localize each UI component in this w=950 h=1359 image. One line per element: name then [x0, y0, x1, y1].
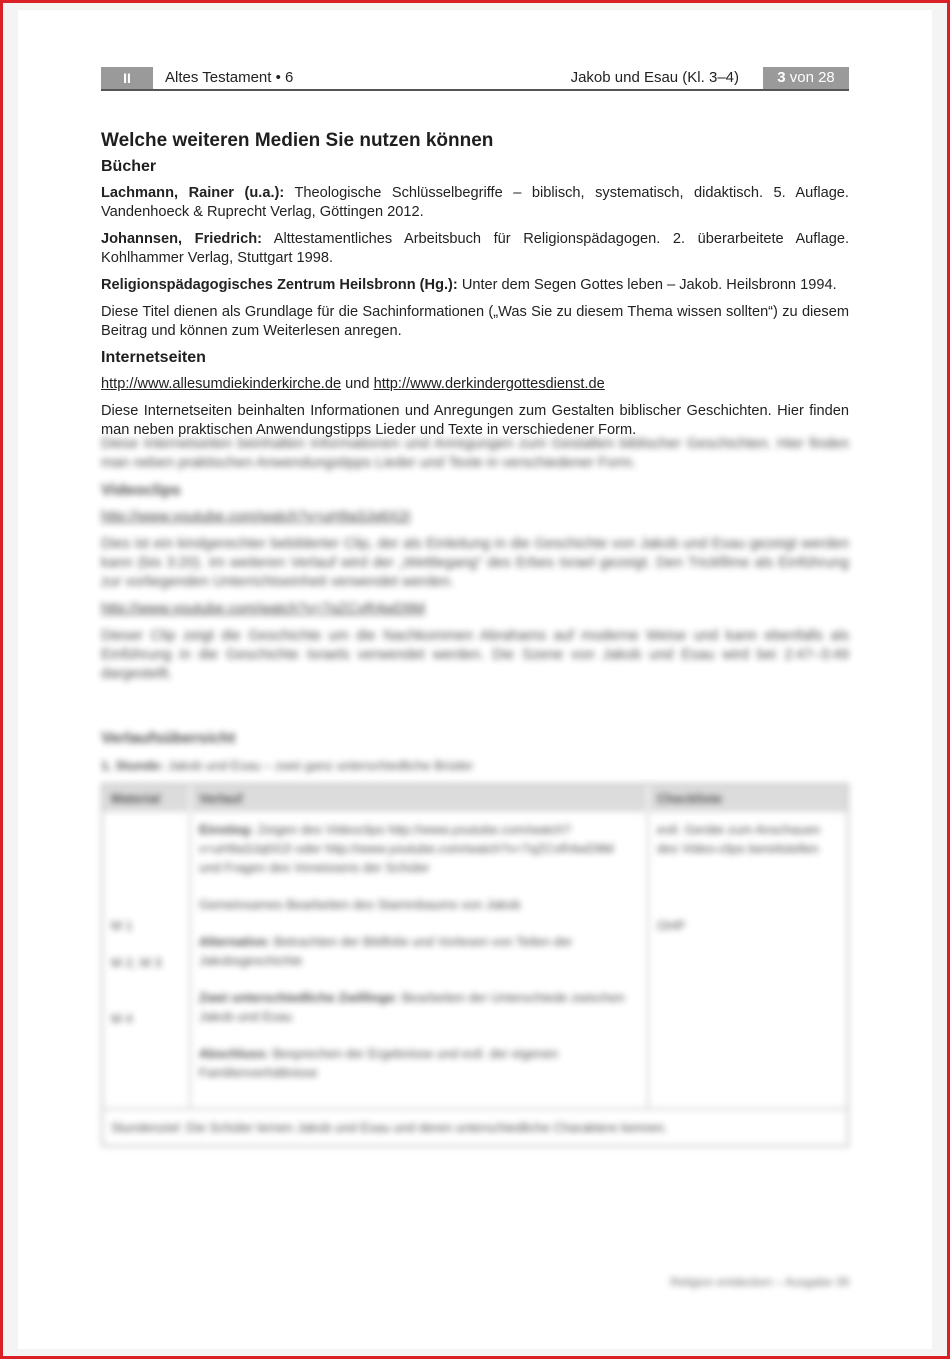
checklist-item: OHP: [657, 918, 686, 933]
web-heading: Internetseiten: [101, 349, 206, 366]
plan-footer: Stundenziel: Die Schüler lernen Jakob und Esau und deren unterschiedliche Charaktere kennen.: [103, 1108, 847, 1145]
book-author: Johannsen, Friedrich:: [101, 231, 262, 247]
verlauf-step: [199, 820, 639, 877]
video-link-2-anchor[interactable]: http://www.youtube.com/watch?v=7qZCvR4wD9M: [101, 601, 426, 617]
step-label: Zwei unterschiedliche Zwillinge:: [199, 990, 399, 1005]
video-link-1: [101, 508, 849, 527]
books-note: Diese Titel dienen als Grundlage für die Sachinformationen („Was Sie zu diesem Thema wissen sollten“) zu diesem Beitrag und können zum Weiterlesen anregen.: [101, 304, 849, 339]
web-links: [101, 375, 849, 394]
page-footer: Religion entdecken – Ausgabe 39: [670, 1275, 849, 1289]
step-label: Alternative:: [199, 934, 271, 949]
plan-stunde: [101, 756, 849, 775]
plan-header-row: [103, 785, 847, 812]
video-link-2: [101, 600, 849, 619]
step-text: Betrachten der Bildfolie und Vorlesen von Teilen der Jakobsgeschichte: [199, 934, 573, 968]
step-text: Zeigen des Videoclips http://www.youtube.com/watch?v=uH9a3Jq6X2I oder http://www.youtube.com/watch?v=7qZCvR4wD9M und Fragen des Vorwissens der Schüler: [199, 822, 614, 875]
main-content: [101, 130, 849, 448]
verlauf-step: [199, 988, 639, 1026]
web-link-2[interactable]: http://www.derkindergottesdienst.de: [373, 376, 605, 392]
web-description-blurred: [101, 436, 849, 473]
videos-section: [101, 482, 849, 692]
book-entry: [101, 184, 849, 222]
plan-section: [101, 730, 849, 1147]
col-checkliste: Checkliste: [649, 785, 847, 812]
step-text: Gemeinsames Bearbeiten des Stammbaums von Jakob: [199, 897, 521, 912]
page-header: [101, 67, 849, 91]
video-desc-1: Dies ist ein kindgerechter bebilderter Clip, der als Einleitung in die Geschichte von Jakob und Esau gezeigt werden kann (bis 3:20). Im weiteren Verlauf wird der „Wettlegang“ des Erbes Israel gezeigt. Den Trickfilme als Einführung zur vorliegenden Unterrichtseinheit verwendet werden.: [101, 536, 849, 590]
verlauf-step: [199, 895, 639, 914]
header-topic: Jakob und Esau (Kl. 3–4): [570, 69, 739, 86]
plan-footer-row: [103, 1108, 847, 1145]
plan-body-row: [103, 812, 847, 1108]
web-description-line2: Diese Internetseiten beinhalten Informationen und Anregungen zum Gestalten biblischer Geschichten. Hier finden man neben praktischen Anwendungstipps Lieder und Texte in verschiedener Form.: [101, 436, 849, 471]
book-entry: [101, 276, 849, 295]
material-item: M 2, M 3: [111, 955, 162, 970]
video-link-1-anchor[interactable]: http://www.youtube.com/watch?v=uH9a3Jq6X2I: [101, 509, 411, 525]
video-desc-2: Dieser Clip zeigt die Geschichte um die Nachkommen Abrahams auf moderne Weise und kann ebenfalls als Einführung in die Geschichte Israels verwendet werden. Die Szene von Jakob und Esau wird bei 2:47–3:49 dargestellt.: [101, 628, 849, 682]
page-total: von 28: [785, 69, 835, 86]
step-label: Abschluss:: [199, 1046, 270, 1061]
book-text: Alttestamentliches Arbeitsbuch für Religionspädagogen. 2. überarbeitete Auflage. Kohlhammer Verlag, Stuttgart 1998.: [101, 231, 850, 266]
book-author: Lachmann, Rainer (u.a.):: [101, 185, 285, 201]
step-label: Einstieg:: [199, 822, 254, 837]
section-badge: II: [101, 67, 153, 89]
page-indicator: [763, 67, 849, 89]
page-number: 3: [777, 69, 786, 86]
material-cell: [103, 812, 191, 1108]
header-series: Altes Testament • 6: [165, 69, 294, 86]
page-title: Welche weiteren Medien Sie nutzen können: [101, 130, 494, 151]
checkliste-cell: [649, 812, 847, 1108]
videos-heading: Videoclips: [101, 482, 181, 499]
web-description-text: Diese Internetseiten beinhalten Informationen und Anregungen zum Gestalten biblischer Geschichten. Hier finden man neben praktischen Anwendungstipps Lieder und Texte in verschiedener Form.: [101, 403, 849, 438]
book-text: Theologische Schlüsselbegriffe – biblisch, systematisch, didaktisch. 5. Auflage. Vandenhoeck & Ruprecht Verlag, Göttingen 2012.: [101, 185, 849, 220]
book-text: Unter dem Segen Gottes leben – Jakob. Heilsbronn 1994.: [457, 277, 837, 293]
verlauf-step: [199, 932, 639, 970]
material-item: M 1: [111, 918, 133, 933]
stunde-label: 1. Stunde:: [101, 758, 164, 773]
verlauf-step: [199, 1044, 639, 1082]
material-item: [111, 820, 181, 898]
book-author: Religionspädagogisches Zentrum Heilsbronn (Hg.):: [101, 277, 458, 293]
plan-table: [101, 783, 849, 1147]
material-item: M 4: [111, 1011, 133, 1026]
step-text: Bearbeiten der Unterschiede zwischen Jakob und Esau: [199, 990, 625, 1024]
web-links-joiner: und: [341, 376, 374, 392]
checklist-item: evtl. Geräte zum Anschauen des Video-clips bereitstellen: [657, 822, 821, 856]
book-entry: [101, 230, 849, 268]
books-heading: Bücher: [101, 158, 157, 175]
verlauf-cell: [191, 812, 649, 1108]
step-text: Besprechen der Ergebnisse und evtl. der eigenen Familienverhältnisse: [199, 1046, 559, 1080]
web-link-1[interactable]: http://www.allesumdiekinderkirche.de: [101, 376, 342, 392]
col-verlauf: Verlauf: [191, 785, 649, 812]
plan-heading: Verlaufsübersicht: [101, 730, 236, 747]
col-material: Material: [103, 785, 191, 812]
stunde-text: Jakob und Esau – zwei ganz unterschiedliche Brüder: [163, 758, 474, 773]
